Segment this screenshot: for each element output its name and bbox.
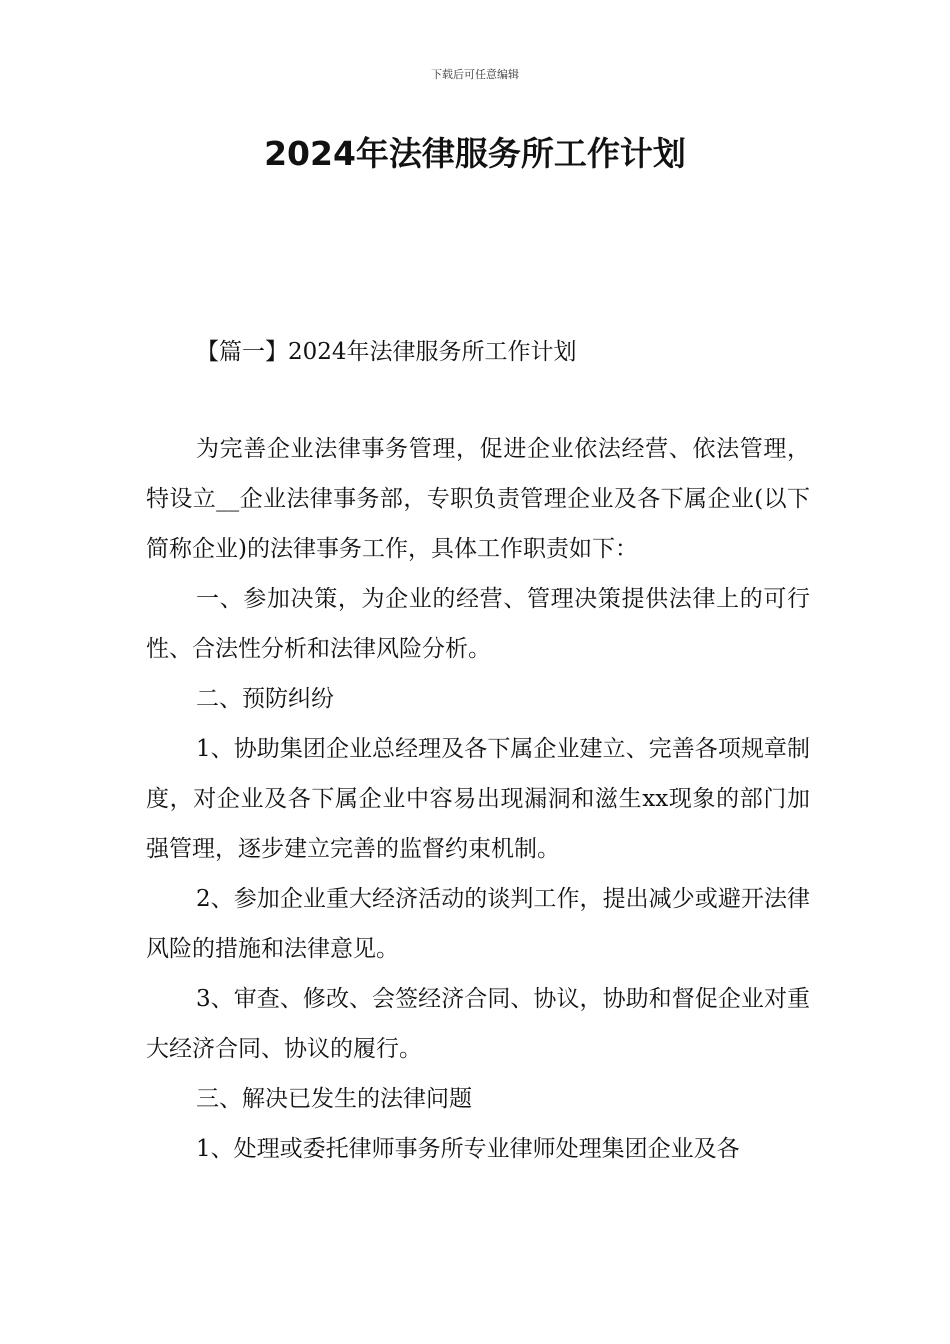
section-heading: 【篇一】2024年法律服务所工作计划 bbox=[196, 339, 577, 365]
document-title: 2024年法律服务所工作计划 bbox=[264, 134, 686, 173]
paragraph-item-2-1: 1、协助集团企业总经理及各下属企业建立、完善各项规章制度，对企业及各下属企业中容易出现漏洞和滋生xx现象的部门加强管理，逐步建立完善的监督约束机制。 bbox=[146, 736, 810, 862]
paragraph-item-1: 一、参加决策，为企业的经营、管理决策提供法律上的可行性、合法性分析和法律风险分析。 bbox=[146, 586, 810, 662]
paragraph-item-2-3: 3、审查、修改、会签经济合同、协议，协助和督促企业对重大经济合同、协议的履行。 bbox=[146, 986, 810, 1062]
paragraph-item-3-1: 1、处理或委托律师事务所专业律师处理集团企业及各 bbox=[196, 1136, 740, 1162]
header-note: 下载后可任意编辑 bbox=[431, 68, 519, 81]
body-text bbox=[146, 424, 810, 1174]
paragraph-item-2-2: 2、参加企业重大经济活动的谈判工作，提出减少或避开法律风险的措施和法律意见。 bbox=[146, 886, 810, 962]
paragraph-intro: 为完善企业法律事务管理，促进企业依法经营、依法管理，特设立__企业法律事务部，专职负责管理企业及各下属企业(以下简称企业)的法律事务工作，具体工作职责如下： bbox=[146, 436, 810, 562]
paragraph-heading-2: 二、预防纠纷 bbox=[196, 686, 334, 712]
paragraph-heading-3: 三、解决已发生的法律问题 bbox=[196, 1086, 472, 1112]
